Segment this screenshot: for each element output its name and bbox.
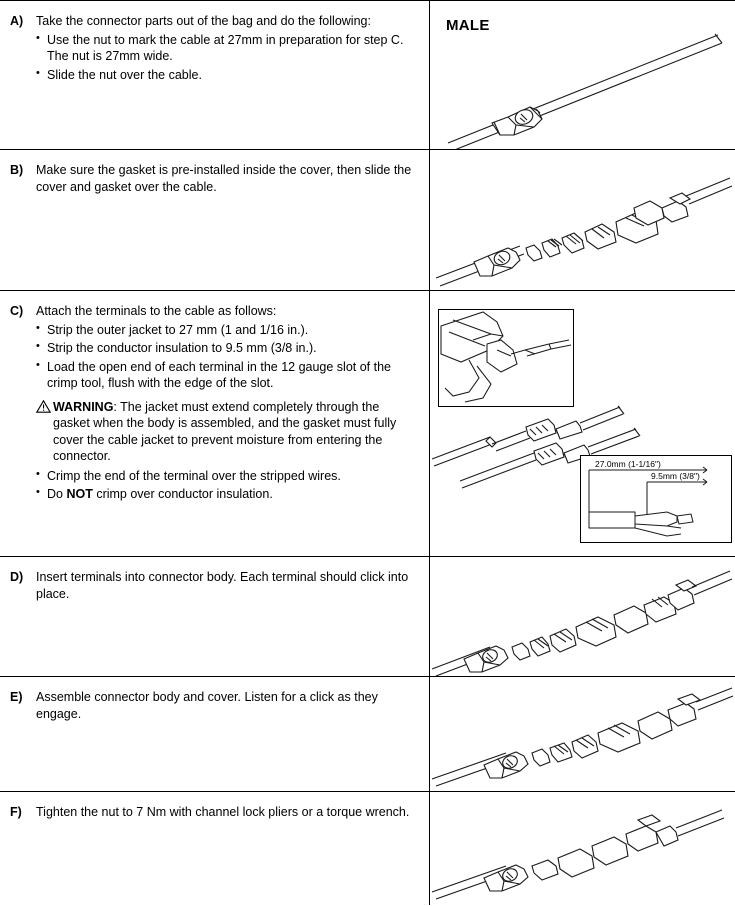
step-f-illustration	[430, 792, 735, 905]
list-item: • Crimp the end of the terminal over the stripped wires.	[36, 468, 415, 485]
step-f-instruction: Tighten the nut to 7 Nm with channel lock pliers or a torque wrench.	[36, 805, 410, 819]
crimp-tool-inset	[438, 309, 574, 407]
step-d-illustration	[430, 557, 735, 676]
diagram-crimp-tool	[439, 310, 573, 406]
step-row-c	[0, 291, 735, 557]
step-a-illustration	[430, 1, 735, 149]
warning-block	[36, 399, 415, 465]
list-item: • Strip the conductor insulation to 9.5 mm (3/8 in.).	[36, 340, 415, 357]
step-b-instruction: Make sure the gasket is pre-installed inside the cover, then slide the cover and gasket over the cable.	[36, 163, 412, 194]
warning-body: : The jacket must extend completely through the gasket when the body is assembled, and the gasket must fully cover the cable jacket to prevent moisture from entering the connector.	[53, 399, 397, 463]
step-e-illustration	[430, 677, 735, 791]
step-row-b	[0, 150, 735, 291]
step-row-d	[0, 557, 735, 677]
step-c-bullets-after	[10, 468, 415, 503]
step-c-letter: C)	[10, 304, 24, 318]
dimension-inset	[580, 455, 732, 543]
step-c-illustration	[430, 291, 735, 556]
diagram-cover-gasket-slide	[430, 150, 734, 290]
dimension-label-jacket: 27.0mm (1-1/16")	[595, 459, 661, 469]
step-b-illustration	[430, 150, 735, 290]
list-item: • Do NOT crimp over conductor insulation.	[36, 486, 415, 503]
warning-text	[53, 399, 415, 465]
diagram-insert-terminals	[430, 557, 734, 676]
step-d-letter: D)	[10, 570, 24, 584]
step-a-instruction: Take the connector parts out of the bag and do the following:	[36, 14, 371, 28]
step-b-text-cell	[0, 150, 430, 290]
step-d-instruction: Insert terminals into connector body. Each terminal should click into place.	[36, 570, 409, 601]
step-row-e	[0, 677, 735, 792]
step-f-text-cell	[0, 792, 430, 905]
step-d-text-cell	[0, 557, 430, 676]
step-b-letter: B)	[10, 163, 24, 177]
step-e-text-cell	[0, 677, 430, 791]
step-f-letter: F)	[10, 805, 22, 819]
step-row-f	[0, 792, 735, 905]
step-c-instruction: Attach the terminals to the cable as follows:	[36, 304, 277, 318]
diagram-assemble-body-cover	[430, 677, 734, 791]
list-item: • Use the nut to mark the cable at 27mm in preparation for step C. The nut is 27mm wide.	[36, 32, 415, 65]
step-e-letter: E)	[10, 690, 23, 704]
step-a-letter: A)	[10, 14, 24, 28]
step-e-instruction: Assemble connector body and cover. Listen for a click as they engage.	[36, 690, 378, 721]
step-a-text-cell	[0, 1, 430, 149]
list-item: • Load the open end of each terminal in the 12 gauge slot of the crimp tool, flush with the edge of the slot.	[36, 359, 415, 392]
warning-label: WARNING	[53, 399, 114, 414]
warning-triangle-icon	[36, 399, 53, 413]
dimension-label-conductor: 9.5mm (3/8")	[651, 471, 700, 481]
step-c-bullets	[10, 322, 415, 392]
step-c-text-cell	[0, 291, 430, 556]
list-item: • Slide the nut over the cable.	[36, 67, 415, 84]
connector-type-label: MALE	[446, 17, 490, 34]
list-item: • Strip the outer jacket to 27 mm (1 and 1/16 in.).	[36, 322, 415, 339]
diagram-tighten-nut	[430, 792, 734, 905]
diagram-strip-dimensions	[581, 456, 731, 542]
step-a-bullets	[10, 32, 415, 84]
step-row-a	[0, 0, 735, 150]
